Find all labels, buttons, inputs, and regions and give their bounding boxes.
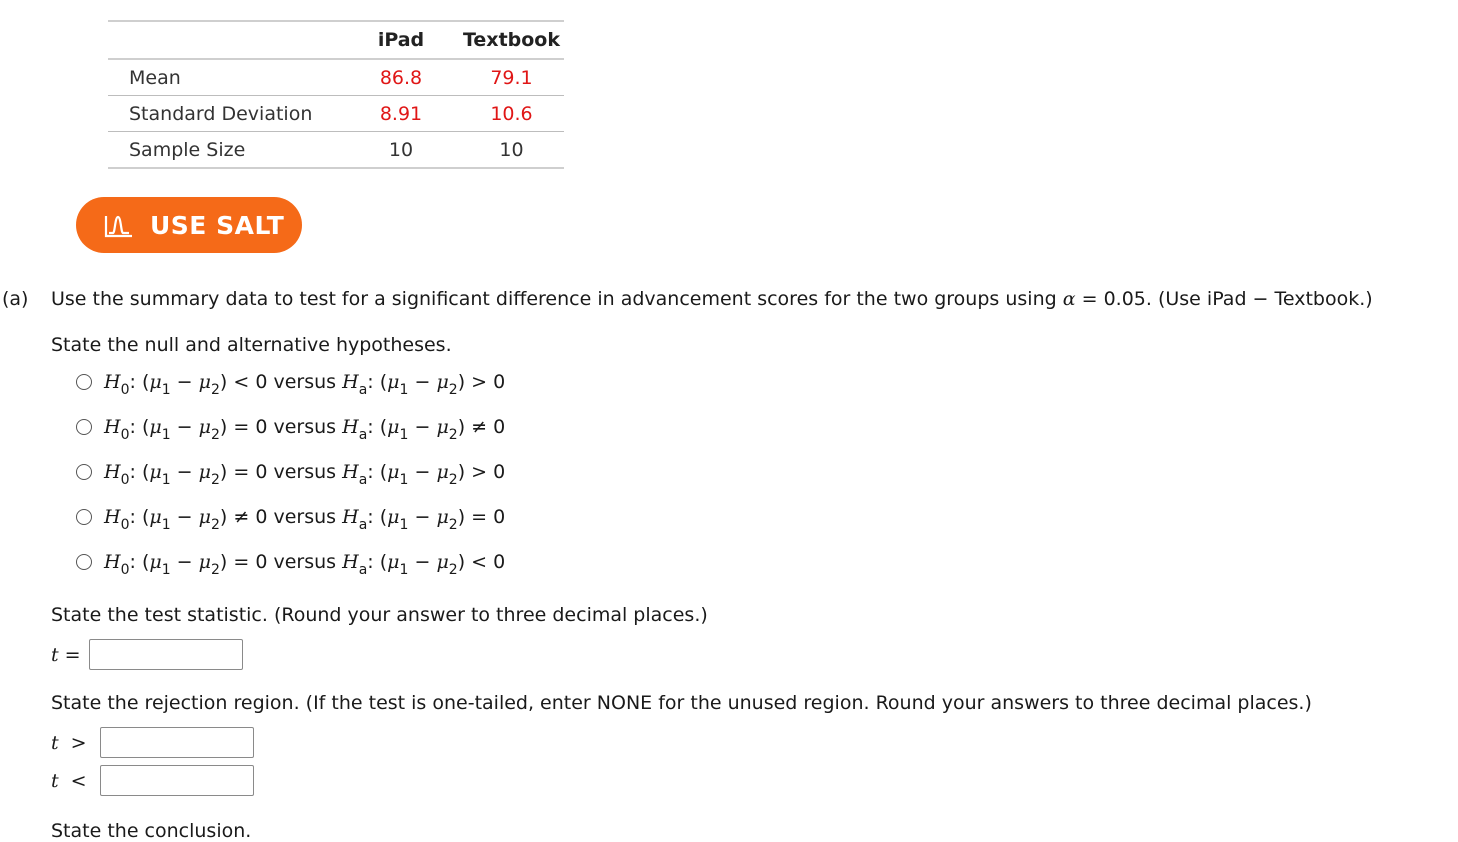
alpha-symbol: α bbox=[1062, 288, 1076, 310]
t-statistic-input[interactable] bbox=[89, 639, 243, 670]
summary-table bbox=[108, 20, 564, 169]
equals-sign: = bbox=[64, 643, 81, 666]
header-textbook: Textbook bbox=[462, 29, 560, 51]
radio-button[interactable] bbox=[76, 374, 92, 390]
header-ipad: iPad bbox=[377, 29, 425, 51]
row-label: Standard Deviation bbox=[129, 102, 313, 125]
t-label: t bbox=[51, 643, 59, 666]
test-stat-prompt: State the test statistic. (Round your answer to three decimal places.) bbox=[51, 604, 708, 626]
option-text: $H_0$: $(\mu_1 - \mu_2) = 0$ versus $H_a$: $(\mu_1 - \mu_2) > 0$ bbox=[104, 461, 506, 488]
t-label: t bbox=[51, 769, 59, 792]
radio-button[interactable] bbox=[76, 509, 92, 525]
rejection-lower-row bbox=[51, 765, 254, 796]
option-text: $H_0$: $(\mu_1 - \mu_2) < 0$ versus $H_a$: $(\mu_1 - \mu_2) > 0$ bbox=[104, 371, 506, 398]
radio-button[interactable] bbox=[76, 464, 92, 480]
part-a-prompt bbox=[51, 288, 1373, 310]
conclusion-prompt: State the conclusion. bbox=[51, 820, 252, 842]
radio-button[interactable] bbox=[76, 554, 92, 570]
less-than-sign: < bbox=[70, 769, 87, 792]
option-text: $H_0$: $(\mu_1 - \mu_2) = 0$ versus $H_a$: $(\mu_1 - \mu_2) < 0$ bbox=[104, 551, 506, 578]
textbook-n: 10 bbox=[499, 138, 524, 161]
use-salt-button[interactable] bbox=[76, 197, 302, 253]
rejection-lower-input[interactable] bbox=[100, 765, 254, 796]
hypothesis-option-1[interactable] bbox=[76, 371, 506, 398]
ipad-sd: 8.91 bbox=[379, 102, 423, 125]
hypothesis-option-3[interactable] bbox=[76, 461, 506, 488]
use-salt-label: USE SALT bbox=[150, 210, 285, 240]
rejection-upper-input[interactable] bbox=[100, 727, 254, 758]
table-row bbox=[108, 96, 564, 132]
textbook-sd: 10.6 bbox=[490, 102, 533, 125]
row-label: Mean bbox=[129, 66, 181, 89]
radio-button[interactable] bbox=[76, 419, 92, 435]
table-row bbox=[108, 59, 564, 96]
hypothesis-option-2[interactable] bbox=[76, 416, 506, 443]
salt-chart-icon bbox=[104, 212, 134, 238]
header-blank bbox=[108, 21, 343, 59]
ipad-mean: 86.8 bbox=[379, 66, 423, 89]
ipad-n: 10 bbox=[388, 138, 414, 161]
row-label: Sample Size bbox=[129, 138, 246, 161]
rejection-upper-row bbox=[51, 727, 254, 758]
part-a-label: (a) bbox=[2, 288, 29, 310]
hypothesis-option-4[interactable] bbox=[76, 506, 506, 533]
greater-than-sign: > bbox=[70, 731, 87, 754]
hypotheses-prompt: State the null and alternative hypotheses. bbox=[51, 334, 452, 356]
hypothesis-option-5[interactable] bbox=[76, 551, 506, 578]
t-label: t bbox=[51, 731, 59, 754]
rejection-prompt: State the rejection region. (If the test is one-tailed, enter NONE for the unused region. Round your answers to three decimal places.) bbox=[51, 692, 1312, 714]
prompt-start: Use the summary data to test for a significant difference in advancement scores for the two groups using bbox=[51, 288, 1057, 310]
option-text: $H_0$: $(\mu_1 - \mu_2) \ne 0$ versus $H_a$: $(\mu_1 - \mu_2) = 0$ bbox=[104, 506, 506, 533]
table-header-row bbox=[108, 21, 564, 59]
prompt-end: = 0.05. (Use iPad − Textbook.) bbox=[1081, 288, 1373, 310]
option-text: $H_0$: $(\mu_1 - \mu_2) = 0$ versus $H_a$: $(\mu_1 - \mu_2) \ne 0$ bbox=[104, 416, 506, 443]
t-statistic-row bbox=[51, 639, 243, 670]
textbook-mean: 79.1 bbox=[490, 66, 533, 89]
table-row bbox=[108, 132, 564, 169]
